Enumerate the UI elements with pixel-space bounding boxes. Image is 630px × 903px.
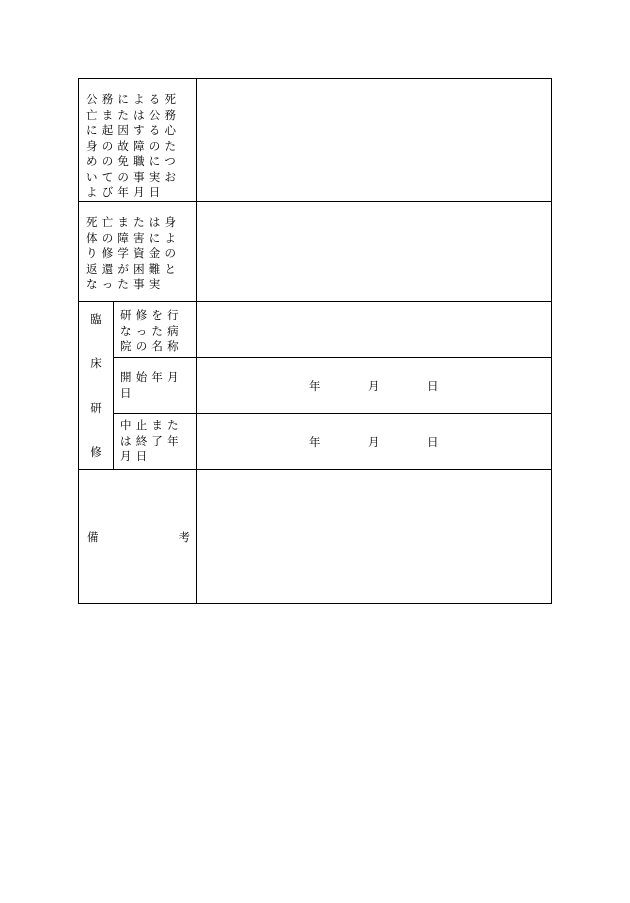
clinical-training-label [79,302,114,470]
hospital-name-entry-field[interactable] [197,302,552,358]
start-date-year-label: 年 [309,378,321,393]
end-date-month-label: 月 [368,434,380,449]
repayment-difficulty-entry-field[interactable] [197,202,552,302]
death-dismissal-entry-field[interactable] [197,79,552,202]
remarks-label-char-2: 考 [178,529,190,544]
remarks-label [79,470,197,604]
clinical-training-char-3: 研 [90,400,102,415]
row-remarks [79,470,552,604]
repayment-difficulty-label: 死亡または身体の障害により修学資金の返還が困難となった事実 [79,202,197,302]
end-date-label: 中止または終了年月日 [114,414,197,470]
end-date-year-label: 年 [309,434,321,449]
application-form-table [78,78,552,604]
hospital-name-label: 研修を行なった病院の名称 [114,302,197,358]
end-date-entry-field[interactable] [197,414,552,470]
death-dismissal-label: 公務による死亡または公務に起因する心身の故障のための免職についての事実および年月日 [79,79,197,202]
row-death-dismissal [79,79,552,202]
row-hospital-name [79,302,552,358]
end-date-day-label: 日 [427,434,439,449]
start-date-entry-field[interactable] [197,358,552,414]
clinical-training-char-2: 床 [90,356,102,371]
start-date-day-label: 日 [427,378,439,393]
row-end-date [79,414,552,470]
clinical-training-char-4: 修 [90,445,102,460]
remarks-entry-field[interactable] [197,470,552,604]
clinical-training-char-1: 臨 [90,311,102,326]
row-repayment-difficulty [79,202,552,302]
row-start-date [79,358,552,414]
start-date-label: 開始年月日 [114,358,197,414]
remarks-label-char-1: 備 [87,529,99,544]
start-date-month-label: 月 [368,378,380,393]
